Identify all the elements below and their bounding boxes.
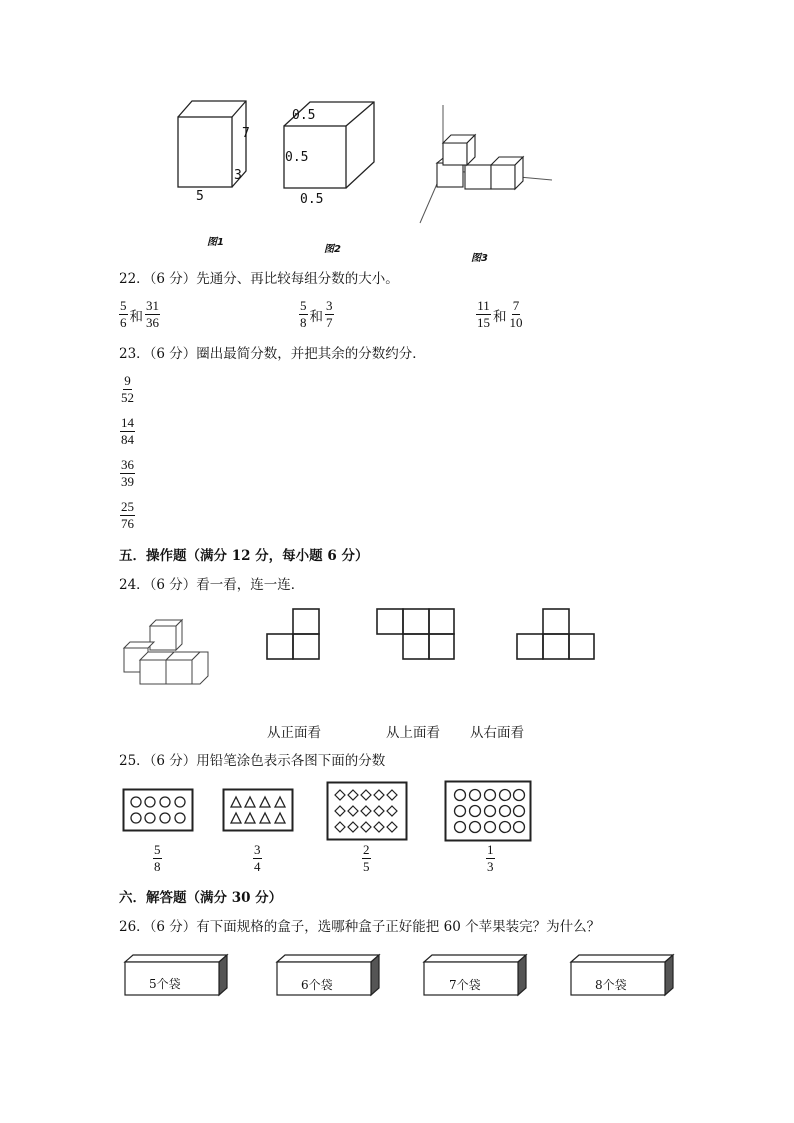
q24-cube-arrangement	[122, 618, 212, 688]
q22-text: 22．（6 分）先通分、再比较每组分数的大小。	[119, 271, 399, 287]
q22-pair-3: $\frac{11}{15}$ 和 $\frac{7}{10}$	[477, 298, 523, 330]
figure-3-corner-cubes	[415, 105, 555, 230]
fraction: $\frac{3}{7}$	[326, 298, 333, 330]
q25-panel-diamonds-15	[326, 781, 408, 841]
q24-view-shape-1	[266, 608, 322, 662]
fraction: $\frac{11}{15}$	[477, 298, 490, 330]
fig2-left-label: 0.5	[285, 150, 309, 165]
fig1-caption: 图1	[207, 237, 224, 248]
q23-fraction-3: $\frac{36}{39}$	[121, 457, 134, 489]
q25-fraction-2: $\frac{3}{4}$	[254, 842, 261, 874]
section-5-title: 五．操作题（满分 12 分，每小题 6 分）	[119, 548, 369, 564]
q25-fraction-1: $\frac{5}{8}$	[154, 842, 161, 874]
fig1-width-label: 5	[196, 189, 204, 204]
figure-1-cuboid	[170, 95, 260, 195]
section-6-title: 六．解答题（满分 30 分）	[119, 890, 283, 906]
fig1-height-label: 7	[242, 126, 250, 141]
q25-fraction-4: $\frac{1}{3}$	[487, 842, 494, 874]
q24-text: 24．（6 分）看一看，连一连．	[119, 577, 305, 593]
q23-fraction-1: $\frac{9}{52}$	[121, 373, 134, 405]
q24-view-shape-2	[376, 608, 456, 662]
fraction: $\frac{5}{8}$	[300, 298, 307, 330]
q23-fraction-4: $\frac{25}{76}$	[121, 499, 134, 531]
q24-view-shape-3	[516, 608, 596, 662]
q23-text: 23．（6 分）圈出最简分数，并把其余的分数约分．	[119, 346, 426, 362]
fig2-top-label: 0.5	[292, 108, 316, 123]
q26-box-3-label: 7个袋	[449, 978, 481, 992]
q24-view-label-front: 从正面看	[267, 725, 321, 741]
q26-box-2-label: 6个袋	[301, 978, 333, 992]
fig1-depth-label: 3	[234, 168, 242, 183]
q25-panel-triangles-8	[222, 788, 294, 832]
q25-text: 25．（6 分）用铅笔涂色表示各图下面的分数	[119, 753, 386, 769]
q24-view-label-top: 从上面看	[386, 725, 440, 741]
q24-view-label-right: 从右面看	[470, 725, 524, 741]
q25-panel-circles-15	[444, 780, 532, 842]
q25-fraction-3: $\frac{2}{5}$	[363, 842, 370, 874]
fraction: $\frac{5}{6}$	[120, 298, 127, 330]
fraction: $\frac{7}{10}$	[509, 298, 523, 330]
fig2-caption: 图2	[324, 244, 341, 255]
q22-pair-1: $\frac{5}{6}$ 和 $\frac{31}{36}$	[120, 298, 159, 330]
q25-panel-circles-8	[122, 788, 194, 832]
q22-pair-2: $\frac{5}{8}$ 和 $\frac{3}{7}$	[300, 298, 333, 330]
q26-box-1-label: 5个袋	[149, 977, 181, 991]
fig3-caption: 图3	[471, 253, 488, 264]
fig2-bottom-label: 0.5	[300, 192, 324, 207]
q26-text: 26．（6 分）有下面规格的盒子，选哪种盒子正好能把 60 个苹果装完？为什么？	[119, 919, 601, 935]
q26-box-4-label: 8个袋	[595, 978, 627, 992]
q23-fraction-2: $\frac{14}{84}$	[121, 415, 134, 447]
fraction: $\frac{31}{36}$	[146, 298, 159, 330]
